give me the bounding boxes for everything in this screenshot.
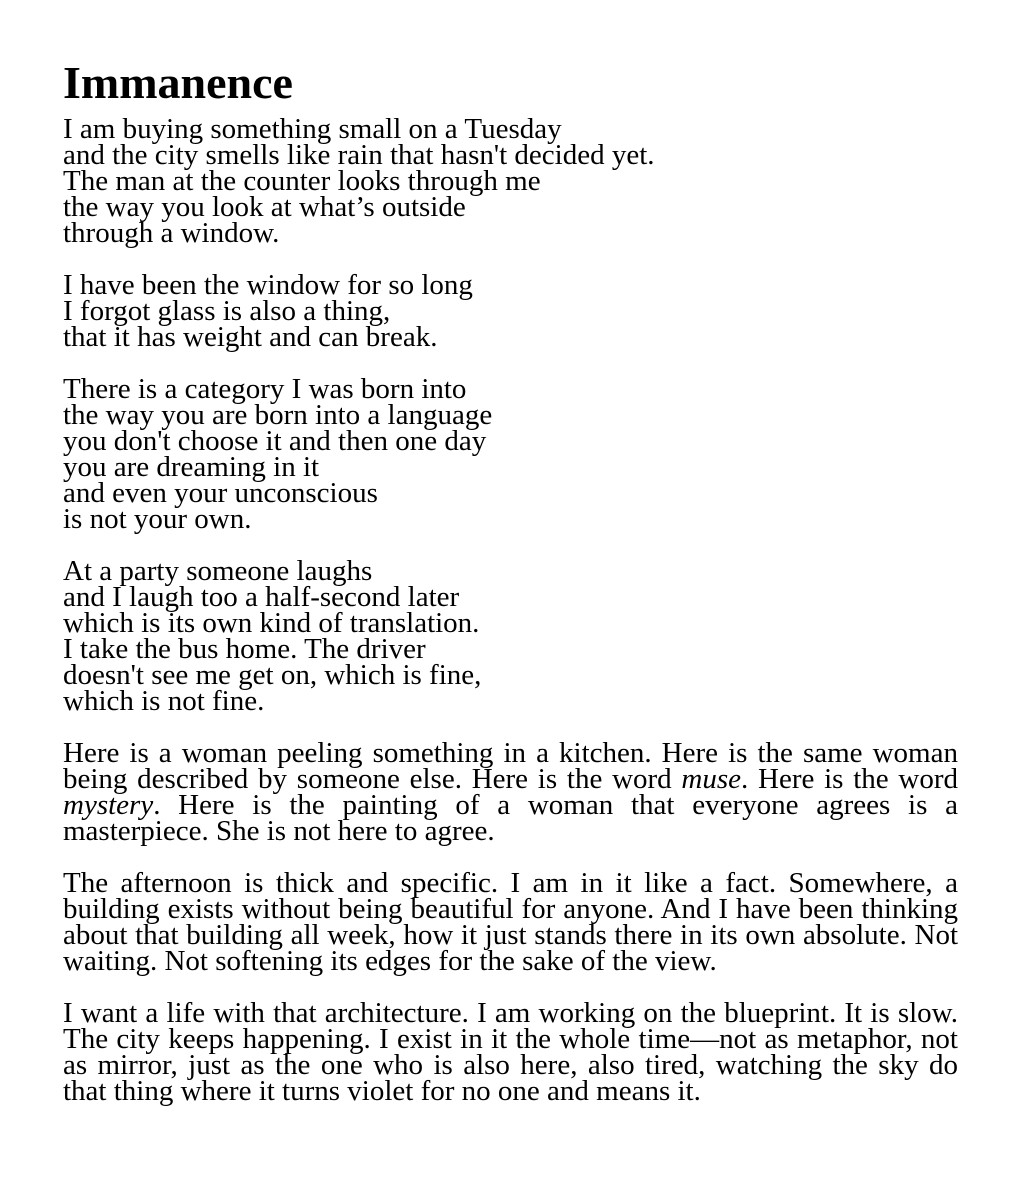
poem-line: you don't choose it and then one day (63, 425, 487, 457)
prose-text: Here is a woman peeling something in a kitchen. Here is the same woman being described by someone else. Here is the word (63, 737, 958, 795)
poem-line: which is not fine. (63, 685, 265, 717)
poem-line: the way you are born into a language (63, 399, 493, 431)
poem-line: and I laugh too a half-second later (63, 581, 460, 613)
poem-line: I am buying something small on a Tuesday (63, 113, 562, 145)
poem-line: you are dreaming in it (63, 451, 320, 483)
poem-page (63, 56, 958, 1130)
poem-line: which is its own kind of translation. (63, 607, 480, 639)
poem-line: At a party someone laughs (63, 555, 373, 587)
poem-line: is not your own. (63, 503, 252, 535)
poem-title: Immanence (63, 57, 293, 108)
poem-line: that it has weight and can break. (63, 321, 438, 353)
poem-line: and the city smells like rain that hasn't decided yet. (63, 139, 655, 171)
stanza-1 (63, 113, 958, 249)
prose-paragraph-1 (63, 737, 958, 847)
prose-paragraph-2: The afternoon is thick and specific. I am in it like a fact. Somewhere, a building exists without being beautiful for anyone. And I have been thinking about that building all week, how it just stands there in its own absolute. Not waiting. Not softening its edges for the sake of the view. (63, 867, 958, 977)
stanza-3 (63, 373, 958, 535)
poem-line: through a window. (63, 217, 280, 249)
stanza-2 (63, 269, 958, 353)
italic-word-muse: muse (681, 763, 742, 795)
prose-text: . Here is the painting of a woman that everyone agrees is a masterpiece. She is not here to agree. (63, 789, 958, 847)
poem-line: I forgot glass is also a thing, (63, 295, 391, 327)
prose-text: . Here is the word (741, 763, 958, 795)
poem-line: and even your unconscious (63, 477, 378, 509)
poem-line: I have been the window for so long (63, 269, 473, 301)
poem-line: doesn't see me get on, which is fine, (63, 659, 482, 691)
poem-line: I take the bus home. The driver (63, 633, 426, 665)
poem-line: the way you look at what’s outside (63, 191, 466, 223)
italic-word-mystery: mystery (63, 789, 154, 821)
prose-paragraph-3: I want a life with that architecture. I am working on the blueprint. It is slow. The city keeps happening. I exist in it the whole time—not as metaphor, not as mirror, just as the one who is also here, also tired, watching the sky do that thing where it turns violet for no one and means it. (63, 997, 958, 1107)
stanza-4 (63, 555, 958, 717)
poem-line: There is a category I was born into (63, 373, 467, 405)
poem-line: The man at the counter looks through me (63, 165, 541, 197)
